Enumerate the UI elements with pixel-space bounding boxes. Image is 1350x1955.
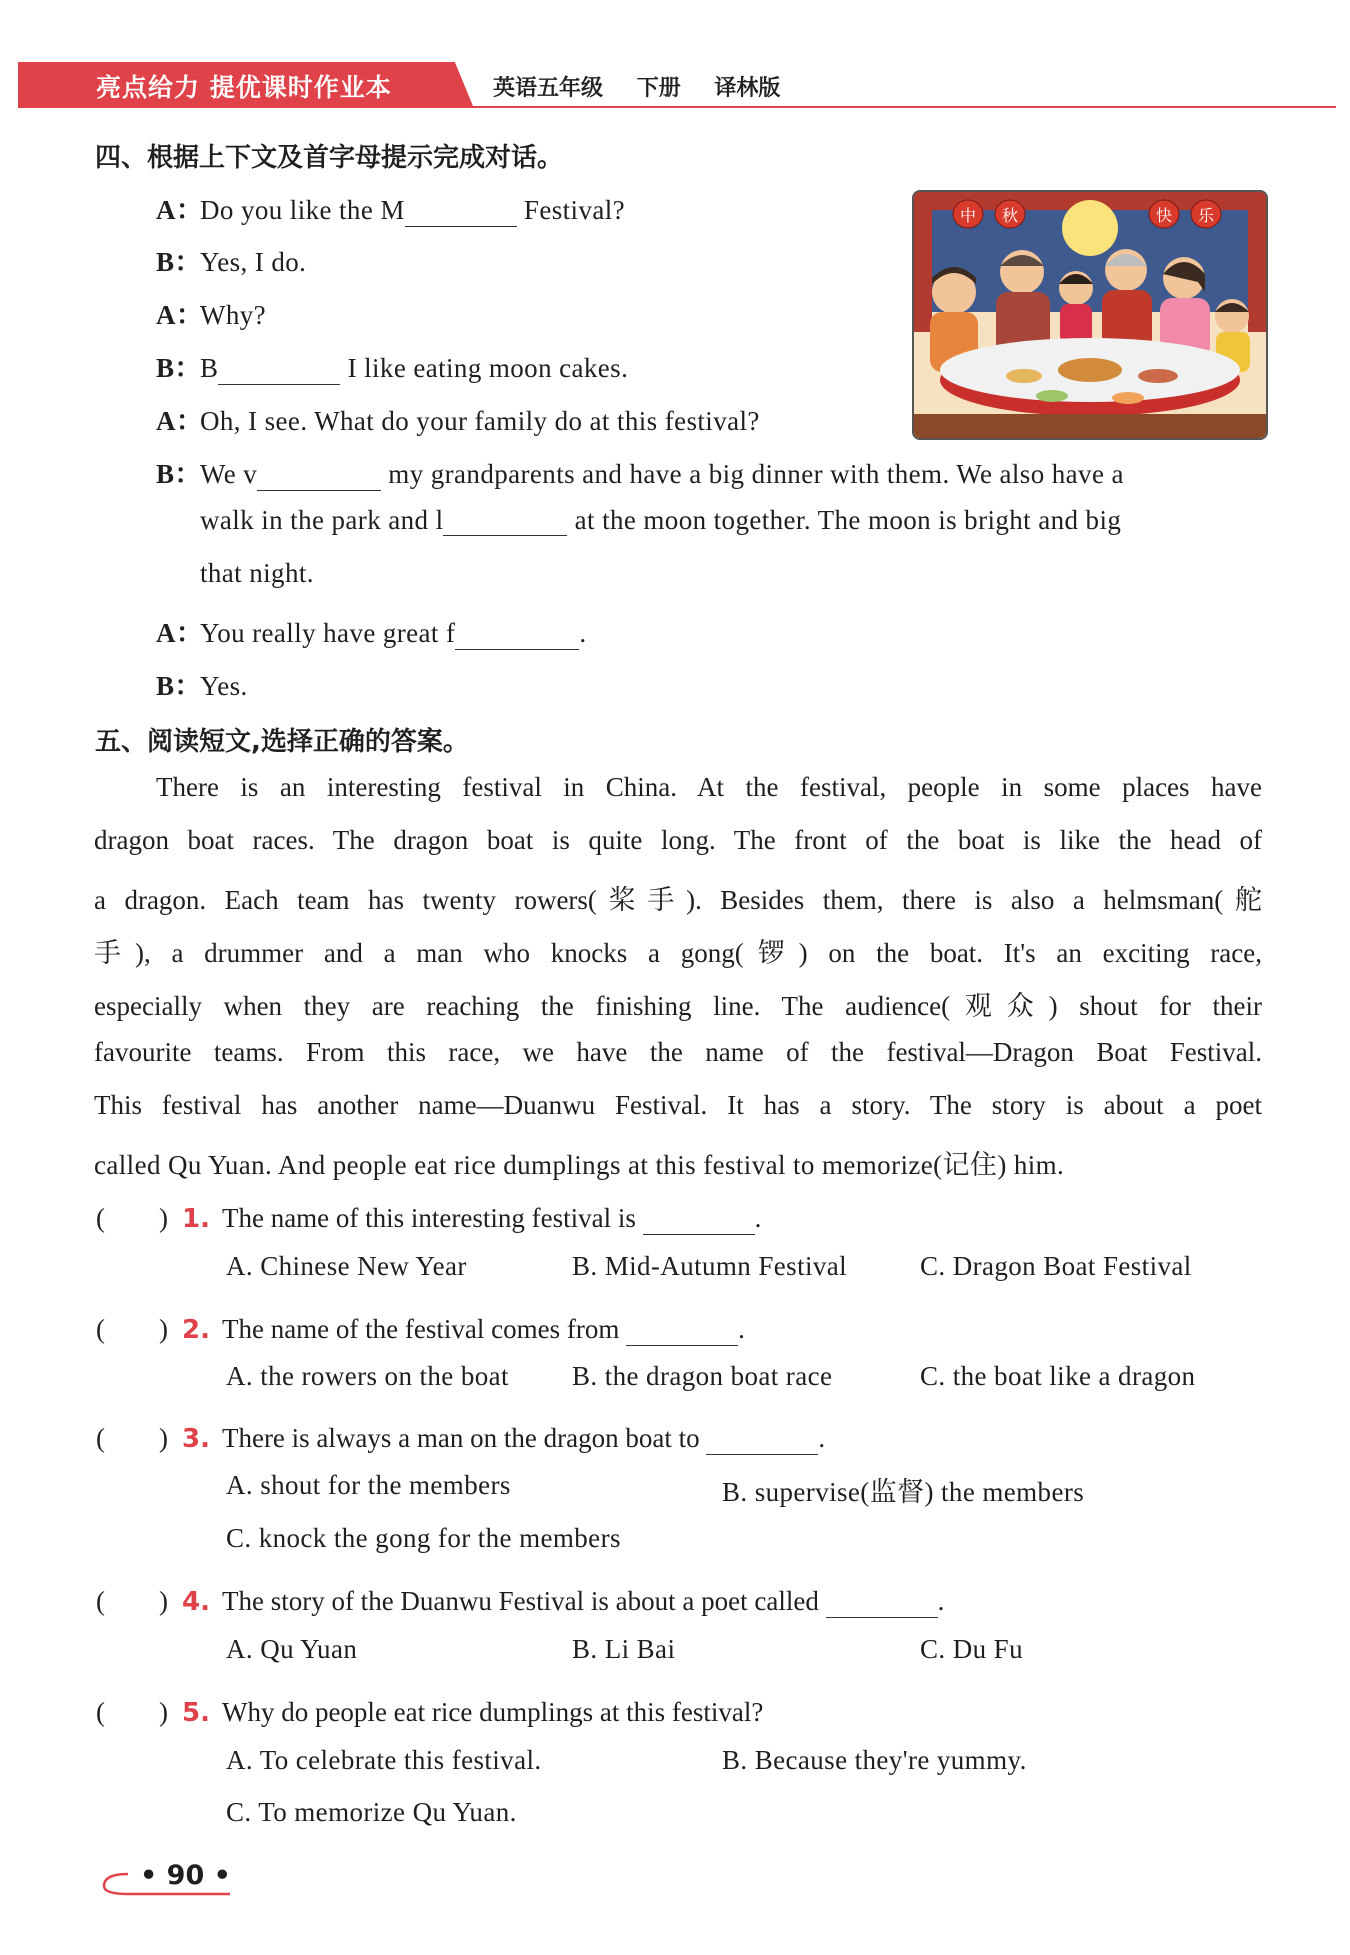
passage-line: 手), a drummer and a man who knocks a gong(锣) on the boat. It's an exciting race, bbox=[94, 938, 1262, 968]
line-text: Yes, I do. bbox=[200, 247, 307, 277]
speaker-label: B： bbox=[156, 671, 202, 701]
answer-parentheses[interactable]: ( ) bbox=[96, 1314, 168, 1344]
dialogue-line bbox=[156, 240, 306, 279]
passage-line: dragon boat races. The dragon boat is quite long. The front of the boat is like the head of bbox=[94, 825, 1262, 855]
line-text: walk in the park and l bbox=[200, 505, 444, 535]
line-text: . bbox=[579, 618, 587, 648]
answer-parentheses[interactable]: ( ) bbox=[96, 1423, 168, 1453]
line-text: Festival? bbox=[516, 195, 626, 225]
line-text: Yes. bbox=[200, 671, 248, 701]
passage-line: a dragon. Each team has twenty rowers(桨手). Besides them, there is also a helmsman(舵 bbox=[94, 885, 1262, 915]
option-b[interactable]: B. Mid-Autumn Festival bbox=[572, 1251, 848, 1281]
lantern-icon bbox=[1149, 200, 1179, 228]
option-c[interactable]: C. To memorize Qu Yuan. bbox=[226, 1797, 517, 1827]
dialogue-line bbox=[156, 188, 625, 227]
lantern-icon bbox=[1191, 200, 1221, 228]
page-header bbox=[18, 62, 1336, 108]
answer-blank[interactable] bbox=[405, 196, 517, 227]
answer-blank[interactable] bbox=[443, 505, 567, 536]
question-4 bbox=[96, 1579, 944, 1618]
answer-blank[interactable] bbox=[626, 1315, 738, 1346]
option-a[interactable]: A. Chinese New Year bbox=[226, 1251, 467, 1281]
dialogue-line bbox=[156, 452, 1124, 491]
answer-blank[interactable] bbox=[455, 619, 579, 650]
header-rule bbox=[18, 106, 1336, 108]
dialogue-line bbox=[200, 558, 314, 589]
question-text: The name of this interesting festival is bbox=[221, 1203, 643, 1233]
speaker-label: B： bbox=[156, 353, 202, 383]
option-c[interactable]: C. Dragon Boat Festival bbox=[920, 1251, 1192, 1281]
book-info bbox=[493, 71, 806, 102]
option-c[interactable]: C. Du Fu bbox=[920, 1634, 1023, 1664]
line-text: We v bbox=[200, 459, 258, 489]
option-a[interactable]: A. To celebrate this festival. bbox=[226, 1745, 542, 1775]
option-c[interactable]: C. the boat like a dragon bbox=[920, 1361, 1196, 1391]
svg-text:中: 中 bbox=[959, 206, 977, 225]
dialogue-line bbox=[156, 346, 628, 385]
option-b[interactable]: B. supervise(监督) the members bbox=[722, 1477, 1085, 1507]
answer-blank[interactable] bbox=[218, 354, 340, 385]
option-a[interactable]: A. shout for the members bbox=[226, 1470, 511, 1500]
page-number: • 90 • bbox=[140, 1860, 231, 1891]
passage-line: especially when they are reaching the finishing line. The audience(观众) shout for their bbox=[94, 991, 1262, 1021]
option-a[interactable]: A. the rowers on the boat bbox=[226, 1361, 509, 1391]
question-end: . bbox=[937, 1586, 945, 1616]
section-5-title: 五、阅读短文,选择正确的答案。 bbox=[95, 727, 469, 757]
lantern-icon bbox=[953, 200, 983, 228]
edition-label: 译林版 bbox=[714, 76, 781, 101]
question-number: 5. bbox=[182, 1698, 210, 1728]
line-text: at the moon together. The moon is bright and big bbox=[567, 505, 1122, 535]
family-dinner-picture bbox=[914, 192, 1266, 438]
answer-blank[interactable] bbox=[826, 1587, 938, 1618]
line-text: B bbox=[200, 353, 219, 383]
answer-blank[interactable] bbox=[257, 460, 381, 491]
passage-line: There is an interesting festival in China. At the festival, people in some places have bbox=[156, 772, 1262, 802]
volume-label: 下册 bbox=[636, 76, 681, 101]
speaker-label: B： bbox=[156, 459, 202, 489]
svg-text:乐: 乐 bbox=[1197, 206, 1215, 225]
section-4-title: 四、根据上下文及首字母提示完成对话。 bbox=[95, 143, 564, 173]
answer-parentheses[interactable]: ( ) bbox=[96, 1586, 168, 1616]
passage-line: This festival has another name—Duanwu Festival. It has a story. The story is about a poet bbox=[94, 1090, 1262, 1120]
line-text: I like eating moon cakes. bbox=[340, 353, 629, 383]
series-title: 亮点给力 提优课时作业本 bbox=[96, 73, 392, 102]
lantern-icon bbox=[995, 200, 1025, 228]
option-b[interactable]: B. Li Bai bbox=[572, 1634, 676, 1664]
svg-text:秋: 秋 bbox=[1001, 206, 1019, 225]
question-3 bbox=[96, 1416, 825, 1455]
question-number: 3. bbox=[182, 1424, 210, 1454]
question-2 bbox=[96, 1307, 745, 1346]
dialogue-line bbox=[156, 399, 760, 438]
dialogue-line bbox=[156, 664, 248, 703]
subject-label: 英语五年级 bbox=[493, 76, 604, 101]
question-end: . bbox=[818, 1423, 826, 1453]
line-text: You really have great f bbox=[200, 618, 456, 648]
question-number: 1. bbox=[182, 1204, 210, 1234]
speaker-label: A： bbox=[156, 195, 204, 225]
line-text: my grandparents and have a big dinner with them. We also have a bbox=[381, 459, 1124, 489]
line-text: Why? bbox=[200, 300, 267, 330]
option-b[interactable]: B. the dragon boat race bbox=[572, 1361, 833, 1391]
option-c[interactable]: C. knock the gong for the members bbox=[226, 1523, 621, 1553]
speaker-label: A： bbox=[156, 300, 204, 330]
question-text: The story of the Duanwu Festival is about a poet called bbox=[221, 1586, 826, 1616]
question-end: . bbox=[754, 1203, 762, 1233]
question-end: . bbox=[738, 1314, 745, 1344]
option-b[interactable]: B. Because they're yummy. bbox=[722, 1745, 1027, 1775]
dialogue-line bbox=[156, 293, 266, 332]
question-text: Why do people eat rice dumplings at this festival? bbox=[221, 1697, 764, 1727]
line-text: Do you like the M bbox=[200, 195, 405, 225]
speaker-label: A： bbox=[156, 618, 204, 648]
line-text: that night. bbox=[200, 558, 314, 588]
dialogue-line bbox=[156, 611, 587, 650]
answer-blank[interactable] bbox=[643, 1204, 755, 1235]
passage-line: called Qu Yuan. And people eat rice dumplings at this festival to memorize(记住) him. bbox=[94, 1150, 1065, 1180]
question-text: There is always a man on the dragon boat to bbox=[221, 1423, 707, 1453]
passage-line: favourite teams. From this race, we have the name of the festival—Dragon Boat Festival. bbox=[94, 1037, 1262, 1067]
answer-parentheses[interactable]: ( ) bbox=[96, 1203, 168, 1233]
mid-autumn-family-illustration bbox=[912, 190, 1268, 440]
question-text: The name of the festival comes from bbox=[221, 1314, 627, 1344]
question-5 bbox=[96, 1690, 763, 1729]
dialogue-line bbox=[200, 505, 1121, 536]
speaker-label: A： bbox=[156, 406, 204, 436]
question-number: 2. bbox=[182, 1315, 210, 1345]
question-number: 4. bbox=[182, 1587, 210, 1617]
option-a[interactable]: A. Qu Yuan bbox=[226, 1634, 358, 1664]
answer-parentheses[interactable]: ( ) bbox=[96, 1697, 168, 1727]
svg-text:快: 快 bbox=[1155, 206, 1173, 225]
page-number-block bbox=[100, 1860, 232, 1896]
question-1 bbox=[96, 1196, 761, 1235]
answer-blank[interactable] bbox=[706, 1424, 818, 1455]
line-text: Oh, I see. What do your family do at this festival? bbox=[200, 406, 760, 436]
speaker-label: B： bbox=[156, 247, 202, 277]
